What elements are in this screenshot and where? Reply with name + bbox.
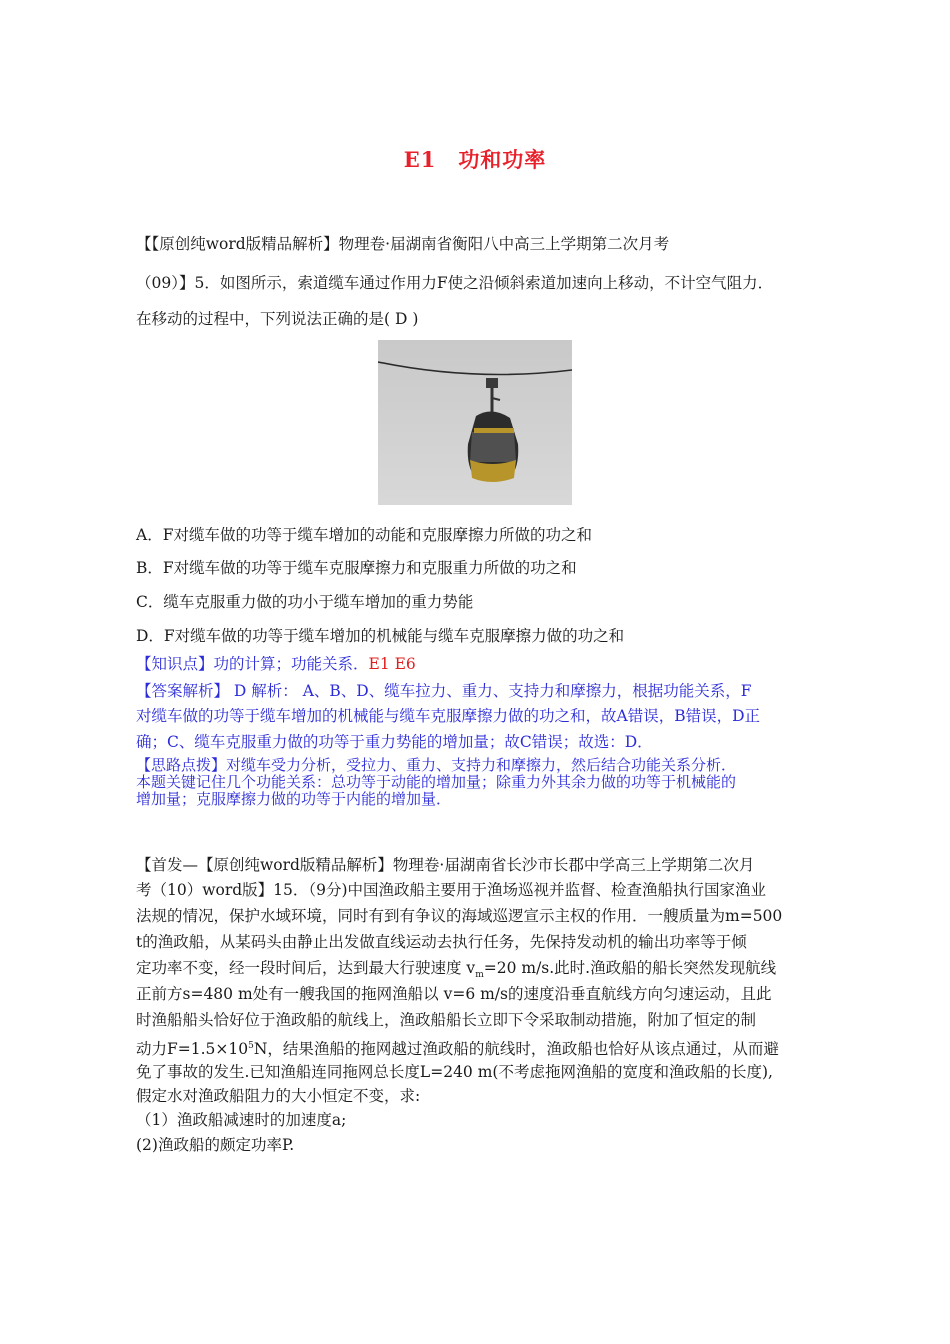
q1-option-a: A．F对缆车做的功等于缆车增加的动能和克服摩擦力所做的功之和 (136, 526, 592, 544)
q1-answer-line-2: 对缆车做的功等于缆车增加的机械能与缆车克服摩擦力做的功之和，故A错误，B错误，D正 (136, 707, 761, 725)
q2-line-8-a: 动力F=1.5×10 (136, 1040, 249, 1059)
cable-car-photo (378, 340, 572, 505)
q1-option-d: D．F对缆车做的功等于缆车增加的机械能与缆车克服摩擦力做的功之和 (136, 627, 625, 645)
q2-sub-question-1: （1）渔政船减速时的加速度a; (136, 1111, 347, 1129)
q1-knowledge-point (136, 654, 416, 674)
page-title (0, 144, 950, 174)
q1-answer-line-1: 【答案解析】 D 解析： A、B、D、缆车拉力、重力、支持力和摩擦力，根据功能关系，F (136, 682, 752, 700)
q2-line-3: 法规的情况，保护水域环境，同时有到有争议的海域巡逻宣示主权的作用．一艘质量为m=500 (136, 907, 783, 925)
q2-line-8-b: N，结果渔船的拖网越过渔政船的航线时，渔政船也恰好从该点通过，从而避 (253, 1040, 779, 1059)
cable-car-illustration (378, 340, 572, 505)
q1-header-line-1: 【【原创纯word版精品解析】物理卷·届湖南省衡阳八中高三上学期第二次月考 (136, 235, 670, 253)
q1-tips-line-2: 本题关键记住几个功能关系：总功等于动能的增加量；除重力外其余力做的功等于机械能的 (136, 773, 737, 791)
q2-line-9: 免了事故的发生.已知渔船连同拖网总长度L=240 m(不考虑拖网渔船的宽度和渔政船的长度), (136, 1063, 773, 1081)
q2-line-7: 时渔船船头恰好位于渔政船的航线上，渔政船船长立即下令采取制动措施，附加了恒定的制 (136, 1011, 757, 1029)
q2-line-1: 【首发—【原创纯word版精品解析】物理卷·届湖南省长沙市长郡中学高三上学期第二次月 (136, 856, 755, 874)
q2-line-5-sub: m (475, 970, 484, 981)
title-code: E1 (403, 147, 437, 172)
q1-tips-line-3: 增加量；克服摩擦力做的功等于内能的增加量． (136, 790, 452, 808)
q2-line-6: 正前方s=480 m处有一艘我国的拖网渔船以 v=6 m/s的速度沿垂直航线方向匀速运动，且此 (136, 985, 772, 1003)
title-name: 功和功率 (458, 147, 547, 172)
knowledge-label: 【知识点】功的计算；功能关系． (136, 655, 369, 673)
q2-line-8-sup: 5 (248, 1041, 254, 1051)
q2-line-2: 考（10）word版】15．（9分)中国渔政船主要用于渔场巡视并监督、检查渔船执行国家渔业 (136, 881, 767, 899)
q1-header-line-3: 在移动的过程中，下列说法正确的是( D ) (136, 310, 419, 328)
q2-line-8 (136, 1036, 779, 1059)
q1-answer-line-3: 确；C、缆车克服重力做的功等于重力势能的增加量；故C错误；故选：D． (136, 733, 653, 751)
q2-line-10: 假定水对渔政船阻力的大小恒定不变，求: (136, 1087, 421, 1105)
q2-line-5-a: 定功率不变，经一段时间后，达到最大行驶速度 v (136, 959, 476, 977)
q2-line-5-b: =20 m/s.此时.渔政船的船长突然发现航线 (483, 959, 777, 977)
q1-tips-line-1: 【思路点拨】对缆车受力分析，受拉力、重力、支持力和摩擦力，然后结合功能关系分析． (136, 756, 737, 774)
q1-header-line-2: （09）】5．如图所示，索道缆车通过作用力F使之沿倾斜索道加速向上移动，不计空气阻力． (136, 274, 774, 292)
q2-line-5 (136, 958, 776, 985)
q1-option-b: B．F对缆车做的功等于缆车克服摩擦力和克服重力所做的功之和 (136, 559, 577, 577)
knowledge-codes: E1 E6 (368, 655, 416, 673)
q2-sub-question-2: (2)渔政船的颇定功率P. (136, 1136, 295, 1154)
q1-option-c: C．缆车克服重力做的功小于缆车增加的重力势能 (136, 593, 474, 611)
q2-line-4: t的渔政船，从某码头由静止出发做直线运动去执行任务，先保持发动机的输出功率等于倾 (136, 933, 747, 951)
